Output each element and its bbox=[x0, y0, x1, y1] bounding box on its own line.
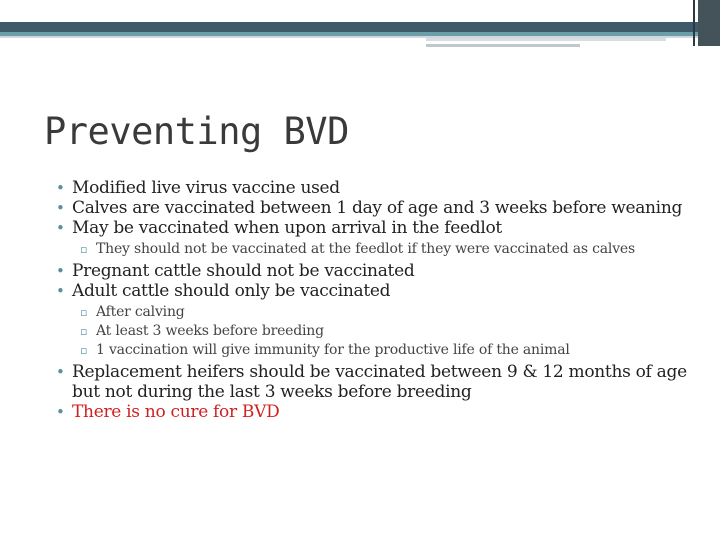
sub-bullet-text: At least 3 weeks before breeding bbox=[96, 323, 324, 339]
sub-bullet-item bbox=[56, 322, 696, 341]
sub-bullet-icon: ▫ bbox=[80, 243, 88, 256]
bullet-icon: • bbox=[56, 282, 65, 300]
bullet-text: Replacement heifers should be vaccinated between 9 & 12 months of age but not during the last 3 weeks before breeding bbox=[72, 362, 687, 402]
bullet-list bbox=[56, 178, 696, 238]
sub-bullet-list-adult bbox=[56, 303, 696, 360]
bullet-icon: • bbox=[56, 262, 65, 280]
sub-bullet-icon: ▫ bbox=[80, 306, 88, 319]
header-accent-line-short bbox=[426, 44, 580, 47]
bullet-item bbox=[56, 218, 696, 238]
bullet-list bbox=[56, 362, 696, 422]
bullet-icon: • bbox=[56, 179, 65, 197]
bullet-text: Pregnant cattle should not be vaccinated bbox=[72, 261, 415, 281]
bullet-text: There is no cure for BVD bbox=[72, 402, 280, 422]
bullet-text: Modified live virus vaccine used bbox=[72, 178, 340, 198]
bullet-icon: • bbox=[56, 363, 65, 381]
sub-bullet-icon: ▫ bbox=[80, 344, 88, 357]
sub-bullet-icon: ▫ bbox=[80, 325, 88, 338]
header-band-top bbox=[0, 0, 720, 22]
slide-title: Preventing BVD bbox=[44, 110, 349, 153]
bullet-item bbox=[56, 261, 696, 281]
bullet-icon: • bbox=[56, 199, 65, 217]
slide-content bbox=[56, 178, 696, 422]
bullet-item-highlight bbox=[56, 402, 696, 422]
bullet-item bbox=[56, 281, 696, 301]
bullet-item bbox=[56, 362, 696, 402]
header-accent-line bbox=[426, 38, 666, 41]
sub-bullet-text: 1 vaccination will give immunity for the productive life of the animal bbox=[96, 342, 570, 358]
bullet-icon: • bbox=[56, 403, 65, 421]
header-corner-line bbox=[693, 0, 695, 46]
bullet-text: Adult cattle should only be vaccinated bbox=[72, 281, 391, 301]
bullet-item bbox=[56, 198, 696, 218]
sub-bullet-item bbox=[56, 341, 696, 360]
bullet-item bbox=[56, 178, 696, 198]
bullet-list bbox=[56, 261, 696, 301]
sub-bullet-item bbox=[56, 303, 696, 322]
sub-bullet-list-feedlot bbox=[56, 240, 696, 259]
sub-bullet-text: After calving bbox=[96, 304, 185, 320]
bullet-text: May be vaccinated when upon arrival in the feedlot bbox=[72, 218, 502, 238]
bullet-text: Calves are vaccinated between 1 day of age and 3 weeks before weaning bbox=[72, 198, 683, 218]
sub-bullet-item bbox=[56, 240, 696, 259]
header-corner-block bbox=[698, 0, 720, 46]
sub-bullet-text: They should not be vaccinated at the feedlot if they were vaccinated as calves bbox=[96, 241, 635, 257]
header-band-dark bbox=[0, 22, 720, 32]
bullet-icon: • bbox=[56, 219, 65, 237]
